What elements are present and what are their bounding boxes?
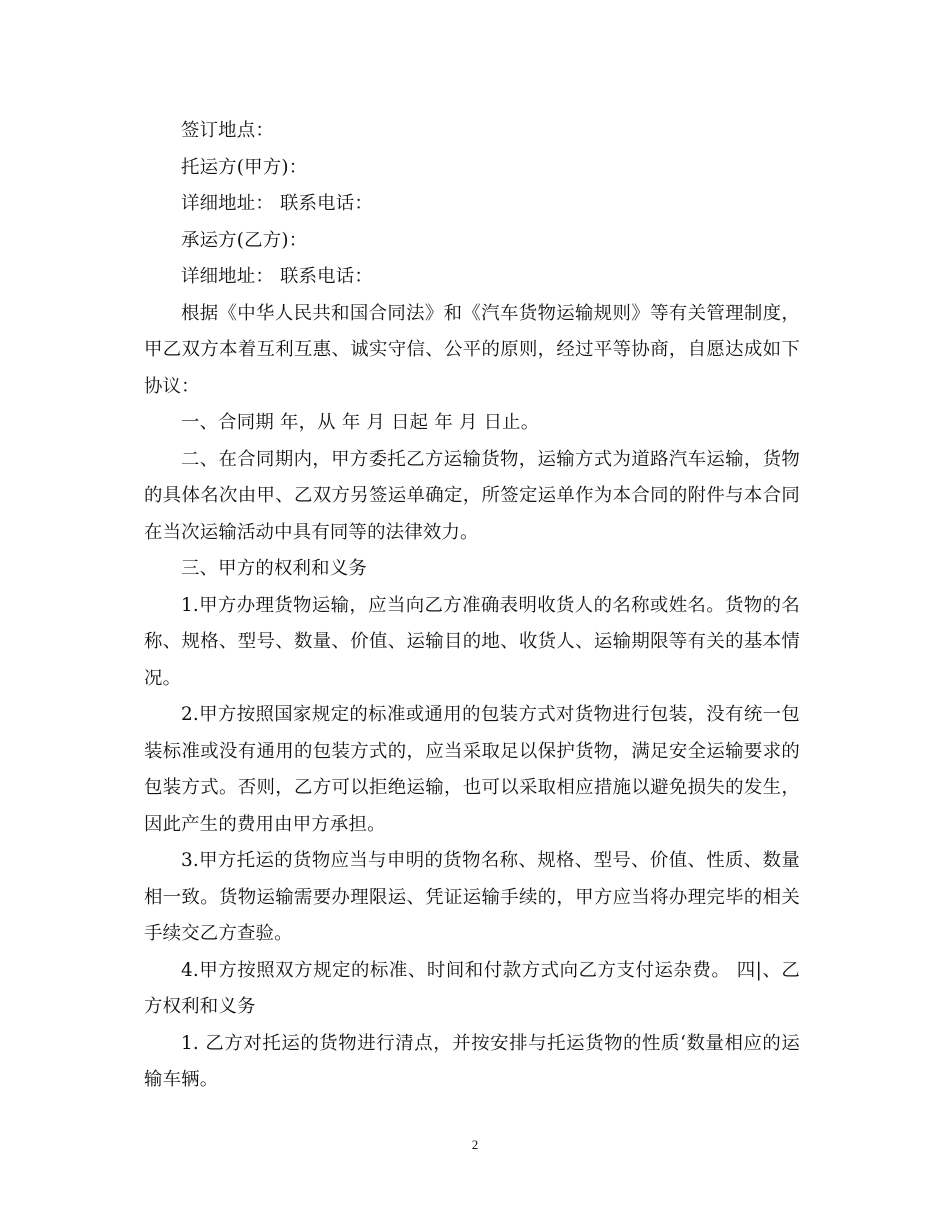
shipper-party-a-line: 托运方(甲方)： xyxy=(181,156,308,178)
clause-2-transport-mode: 二、在合同期内，甲方委托乙方运输货物，运输方式为道路汽车运输，货物的具体名次由甲、乙双方另签运单确定，所签定运单作为本合同的附件与本合同在当次运输活动中具有同等的法律效力。 xyxy=(144,448,800,543)
carrier-party-b-line: 承运方(乙方)： xyxy=(181,229,308,251)
clause-4-item-1: 1. 乙方对托运的货物进行清点，并按安排与托运货物的性质‘数量相应的运输车辆。 xyxy=(144,1032,800,1090)
clause-3-heading: 三、甲方的权利和义务 xyxy=(181,558,367,579)
page-number: 2 xyxy=(471,1137,479,1152)
shipper-address-phone-line: 详细地址： 联系电话： xyxy=(181,193,373,214)
preamble-paragraph: 根据《中华人民共和国合同法》和《汽车货物运输规则》等有关管理制度，甲乙双方本着互利互惠、诚实守信、公平的原则，经过平等协商，自愿达成如下协议： xyxy=(144,302,800,397)
clause-3-item-3: 3.甲方托运的货物应当与申明的货物名称、规格、型号、价值、性质、数量相一致。货物运输需要办理限运、凭证运输手续的，甲方应当将办理完毕的相关手续交乙方查验。 xyxy=(144,850,800,944)
clause-3-item-1: 1.甲方办理货物运输，应当向乙方准确表明收货人的名称或姓名。货物的名称、规格、型号、数量、价值、运输目的地、收货人、运输期限等有关的基本情况。 xyxy=(144,594,800,689)
carrier-address-phone-line: 详细地址： 联系电话： xyxy=(181,266,373,287)
clause-1-contract-period: 一、合同期 年，从 年 月 日起 年 月 日止。 xyxy=(181,412,540,433)
clause-3-item-2: 2.甲方按照国家规定的标准或通用的包装方式对货物进行包装，没有统一包装标准或没有通用的包装方式的，应当采取足以保护货物，满足安全运输要求的包装方式。否则，乙方可以拒绝运输，也可以采取相应措施以避免损失的发生，因此产生的费用由甲方承担。 xyxy=(144,704,800,835)
signing-location-line: 签订地点： xyxy=(181,120,274,141)
document-body xyxy=(144,113,800,1099)
clause-3-item-4: 4.甲方按照双方规定的标准、时间和付款方式向乙方支付运杂费。 四|、乙方权利和义务 xyxy=(144,959,800,1017)
